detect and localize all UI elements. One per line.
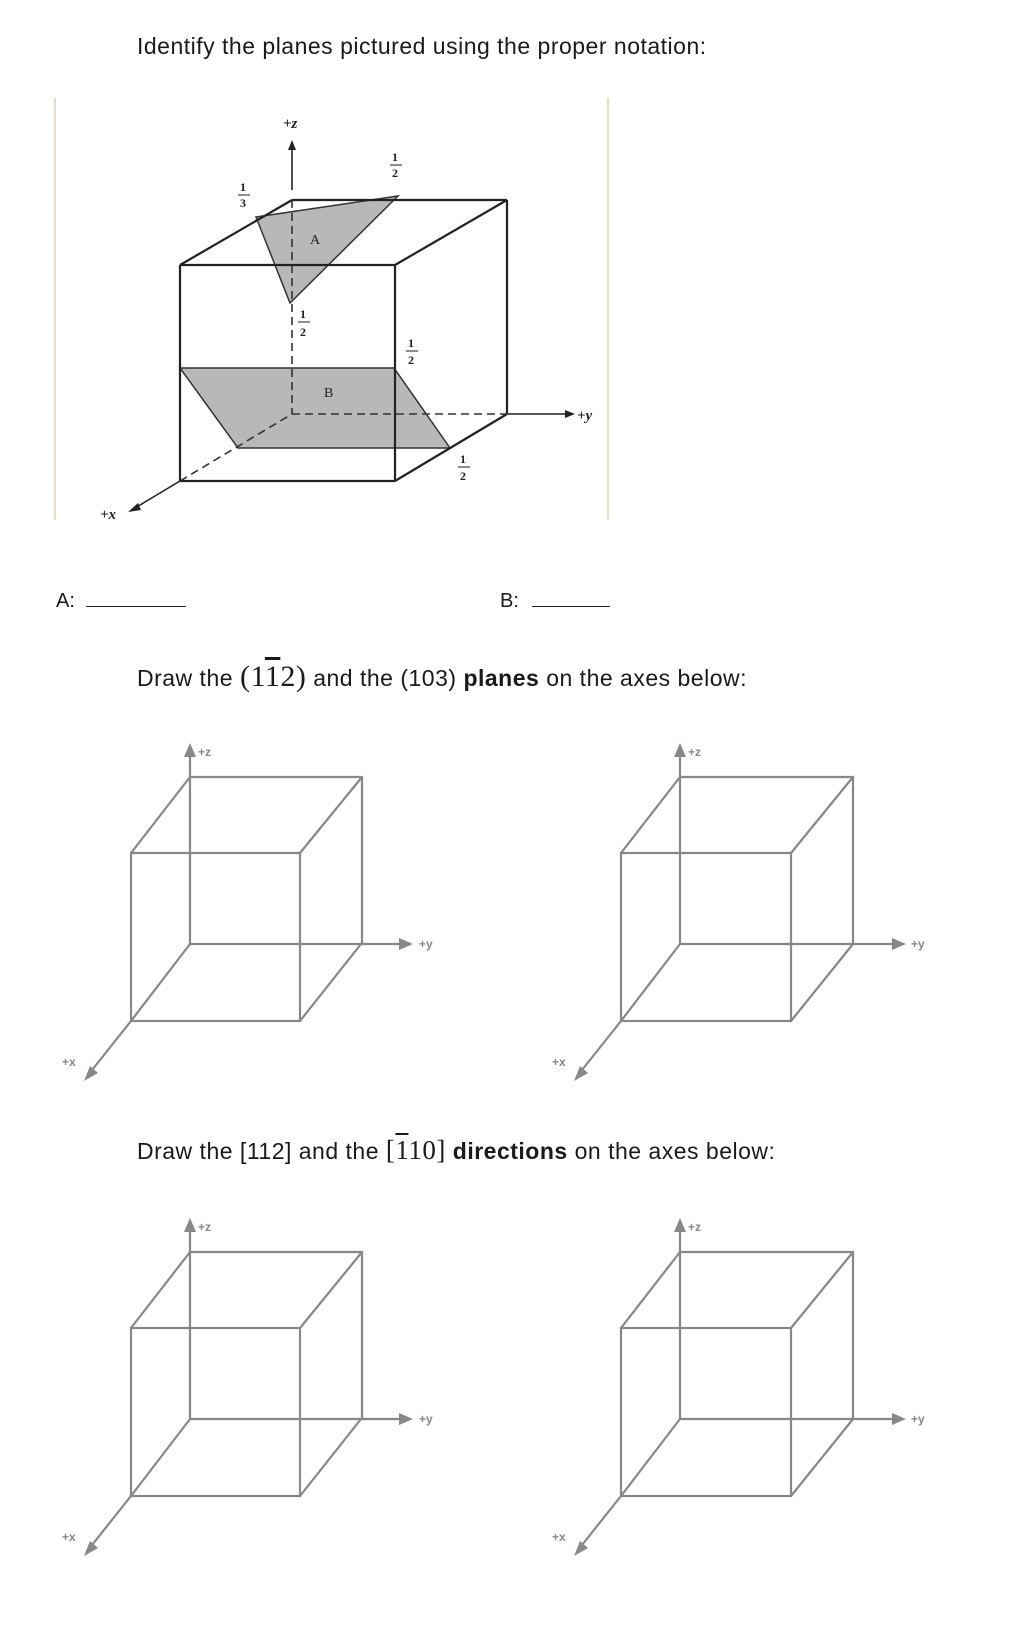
svg-text:2: 2 [408,353,414,367]
q2-middle: and the (103) [313,665,457,691]
fraction-bottom [458,452,470,483]
axes-cube-1[interactable] [50,730,450,1090]
svg-text:1: 1 [408,336,414,350]
plane-b-shape [180,368,450,448]
axis-label-x: +x [552,1055,566,1069]
svg-text:2: 2 [300,325,306,339]
plane-a-shape [256,196,398,303]
x-axis-arrow [128,503,141,512]
z-axis-arrow [288,140,296,150]
axis-label-y: +y [911,1412,925,1426]
fraction-top-left [238,180,250,210]
axis-label-z: +z [198,1220,212,1234]
axes-cube-4[interactable] [540,1205,940,1565]
axis-label-y: +y [419,937,433,951]
y-axis-arrow [565,410,575,418]
axis-label-z: +z [688,745,702,759]
answer-b-blank[interactable] [532,605,610,607]
fraction-right-edge [406,336,418,367]
fraction-top-mid [390,150,402,180]
figure-border-left [54,98,56,520]
q3-bold: directions [452,1138,568,1164]
axis-label-z: +z [198,745,212,759]
answer-a-blank[interactable] [86,605,186,607]
svg-text:1: 1 [392,150,398,164]
axes-cube-3[interactable] [50,1205,450,1565]
q2-suffix: on the axes below: [546,665,747,691]
svg-text:1: 1 [300,307,306,321]
axes-cube-2[interactable] [540,730,940,1090]
svg-text:1: 1 [240,180,246,194]
svg-text:2: 2 [460,469,466,483]
axis-label-y: +y [419,1412,433,1426]
q3-direction-notation: [110] [385,1135,446,1165]
question-1-text: Identify the planes pictured using the proper notation: [137,33,707,59]
svg-text:2: 2 [392,166,398,180]
q2-prefix: Draw the [137,665,234,691]
axis-label-y: +y [577,408,593,424]
axis-label-z: +z [283,116,298,132]
plane-a-label: A [310,233,321,248]
svg-text:3: 3 [240,196,246,210]
q2-bold: planes [463,665,540,691]
axis-label-x: +x [100,507,117,523]
answer-b [500,590,610,613]
answer-b-label: B: [500,590,519,612]
axis-label-x: +x [62,1530,76,1544]
answer-a [56,590,186,613]
axis-label-y: +y [911,937,925,951]
plane-b-label: B [324,386,334,401]
svg-text:1: 1 [460,452,466,466]
axis-label-x: +x [552,1530,566,1544]
axis-label-x: +x [62,1055,76,1069]
q3-prefix: Draw the [112] and the [137,1138,379,1164]
miller-planes-figure [60,100,620,530]
q3-suffix: on the axes below: [574,1138,776,1164]
x-axis-line [135,481,180,508]
fraction-z-axis [298,307,310,339]
question-3-text [137,1135,775,1166]
q2-plane-notation: (112) [239,660,307,693]
answer-a-label: A: [56,590,75,612]
question-2-text [137,660,747,694]
axis-label-z: +z [688,1220,702,1234]
